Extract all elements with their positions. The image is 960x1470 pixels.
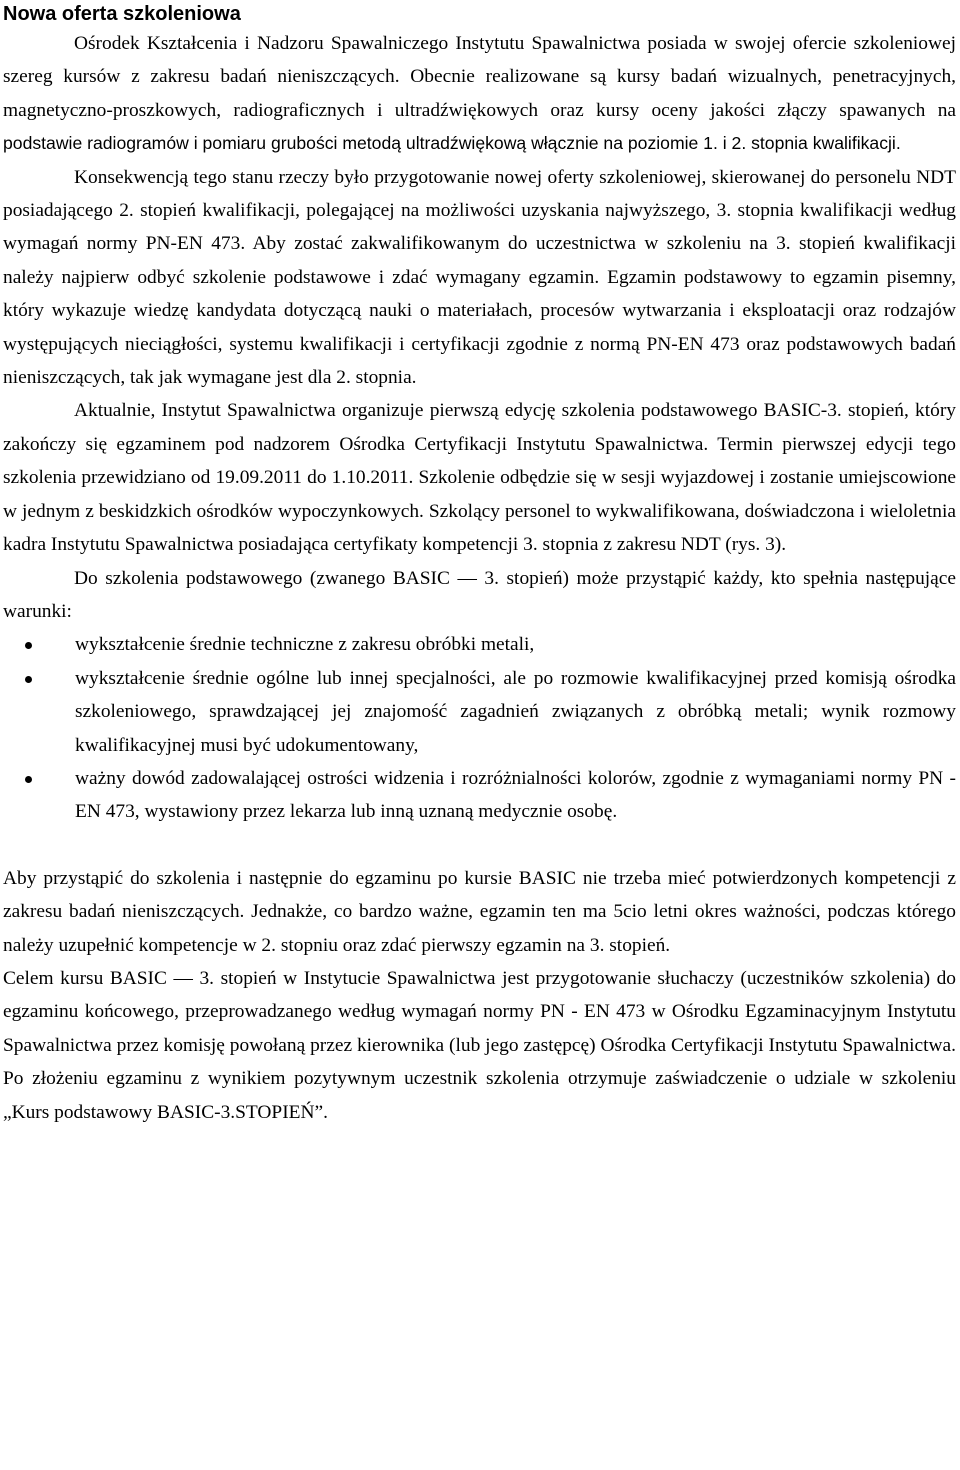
paragraph-new-offer: Konsekwencją tego stanu rzeczy było przygotowanie nowej oferty szkoleniowej, skierowanej do personelu NDT posiadającego 2. stopień kwalifikacji, polegającej na możliwości uzyskania najwyższego, 3. stopnia kwalifikacji według wymagań normy PN-EN 473. Aby zostać zakwalifikowanym do uczestnictwa w szkoleniu na 3. stopień kwalifikacji należy najpierw odbyć szkolenie podstawowe i zdać wymagany egzamin. Egzamin podstawowy to egzamin pisemny, który wykazuje wiedzę kandydata dotyczącą nauki o materiałach, procesów wytwarzania i eksploatacji oraz rodzajów występujących nieciągłości, systemu kwalifikacji i certyfikacji zgodnie z normą PN-EN 473 oraz podstawowych badań nieniszczących, tak jak wymagane jest dla 2. stopnia. xyxy=(3,166,956,389)
paragraph-basic-edition: Aktualnie, Instytut Spawalnictwa organizuje pierwszą edycję szkolenia podstawowego BASIC-3. stopień, który zakończy się egzaminem pod nadzorem Ośrodka Certyfikacji Instytutu Spawalnictwa. Termin pierwszej edycji tego szkolenia przewidziano od 19.09.2011 do 1.10.2011. Szkolenie odbędzie się w sesji wyjazdowej i zostanie umiejscowione w jednym z beskidzkich ośrodków wypoczynkowych. Szkolący personel to wykwalifikowana, doświadczona i wieloletnia kadra Instytutu Spawalnictwa posiadająca certyfikaty kompetencji 3. stopnia z zakresu NDT (rys. 3). xyxy=(3,400,956,556)
bullet-icon xyxy=(25,776,32,783)
paragraph-course-goal: Celem kursu BASIC — 3. stopień w Instytucie Spawalnictwa jest przygotowanie słuchaczy (uczestników szkolenia) do egzaminu końcowego, przeprowadzanego według wymagań normy PN - EN 473 w Ośrodku Egzaminacyjnym Instytutu Spawalnictwa przez komisję powołaną przez kierownika (lub jego zastępcę) Ośrodka Certyfikacji Instytutu Spawalnictwa. Po złożeniu egzaminu z wynikiem pozytywnym uczestnik szkolenia otrzymuje zaświadczenie o udziale w szkoleniu „Kurs podstawowy BASIC-3.STOPIEŃ”. xyxy=(3,967,956,1123)
bullet-icon xyxy=(25,676,32,683)
conditions-list xyxy=(3,628,956,828)
paragraph-intro xyxy=(3,27,956,161)
paragraph-intro-sans: podstawie radiogramów i pomiaru grubości metodą ultradźwiękową włącznie na poziomie 1. i 2. stopnia kwalifikacji. xyxy=(3,133,901,154)
paragraph-intro-serif: Ośrodek Kształcenia i Nadzoru Spawalniczego Instytutu Spawalnictwa posiada w swojej ofercie szkoleniowej szereg kursów z zakresu badań nieniszczących. Obecnie realizowane są kursy badań wizualnych, penetracyjnych, magnetyczno-proszkowych, radiograficznych i ultradźwiękowych oraz kursy oceny jakości złączy spawanych na xyxy=(3,33,956,121)
section-spacer xyxy=(3,829,956,862)
bullet-icon xyxy=(25,642,32,649)
condition-text: wykształcenie średnie techniczne z zakresu obróbki metali, xyxy=(75,634,535,656)
condition-text: wykształcenie średnie ogólne lub innej specjalności, ale po rozmowie kwalifikacyjnej przed komisją ośrodka szkoleniowego, sprawdzającej jej znajomość zagadnień związanych z obróbką metali; wynik rozmowy kwalifikacyjnej musi być udokumentowany, xyxy=(75,667,956,756)
condition-item xyxy=(75,762,956,829)
document-title: Nowa oferta szkoleniowa xyxy=(3,3,241,25)
paragraph-validity: Aby przystąpić do szkolenia i następnie do egzaminu po kursie BASIC nie trzeba mieć potwierdzonych kompetencji z zakresu badań nieniszczących. Jednakże, co bardzo ważne, egzamin ten ma 5cio letni okres ważności, podczas którego należy uzupełnić kompetencje w 2. stopniu oraz zdać pierwszy egzamin na 3. stopień. xyxy=(3,867,956,956)
paragraph-admission: Do szkolenia podstawowego (zwanego BASIC — 3. stopień) może przystąpić każdy, kto spełnia następujące warunki: xyxy=(3,567,956,622)
condition-item xyxy=(75,662,956,762)
condition-text: ważny dowód zadowalającej ostrości widzenia i rozróżnialności kolorów, zgodnie z wymaganiami normy PN - EN 473, wystawiony przez lekarza lub inną uznaną medycznie osobę. xyxy=(75,767,956,823)
condition-item xyxy=(75,628,956,661)
